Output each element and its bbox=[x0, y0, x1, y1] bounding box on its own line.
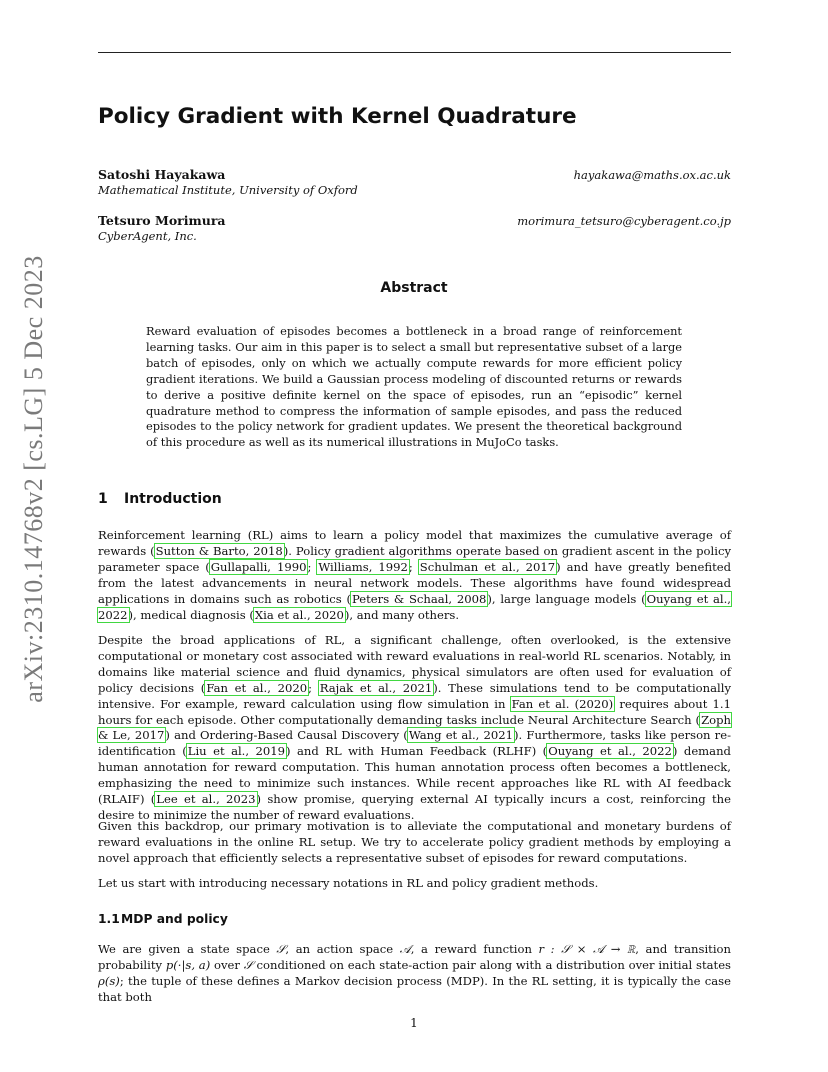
text: ; bbox=[308, 680, 319, 695]
text: ; bbox=[307, 559, 318, 574]
text: over bbox=[210, 957, 244, 972]
text: ) and have greatly benefited from the latest advancements in neural network models. These algorithms have found widespread applications in domains such as robotics ( bbox=[98, 559, 732, 606]
text: ), and many others. bbox=[344, 607, 460, 622]
citation-link[interactable]: Lee et al., 2023 bbox=[156, 792, 256, 807]
paragraph-3: Given this backdrop, our primary motivation is to alleviate the computational and monetary burdens of reward evaluations in the online RL setup. We try to accelerate policy gradient methods by employing a novel approach that efficiently selects a representative subset of episodes for reward computations. bbox=[98, 819, 731, 865]
text: ) and Ordering-Based Causal Discovery ( bbox=[165, 728, 408, 743]
header-rule bbox=[98, 52, 731, 53]
text: ), large language models ( bbox=[487, 591, 646, 606]
citation-link[interactable]: Liu et al., 2019 bbox=[187, 744, 286, 759]
arxiv-side-stamp bbox=[0, 0, 56, 1072]
math-expression: p(·|s, a) bbox=[165, 957, 211, 972]
text: conditioned on each state-action pair along with a distribution over initial states bbox=[252, 957, 732, 972]
math-expression: r : 𝒮 × 𝒜 → ℝ bbox=[538, 942, 636, 956]
citation-link[interactable]: Ouyang et al., 2022 bbox=[98, 591, 731, 622]
subsection-heading-mdp bbox=[98, 912, 228, 926]
citation-link[interactable]: Ouyang et al., 2022 bbox=[548, 744, 672, 759]
citation-link[interactable]: Zoph & Le, 2017 bbox=[98, 712, 731, 743]
author-2-email: morimura_tetsuro@cyberagent.co.jp bbox=[517, 214, 731, 228]
text: We are given a state space bbox=[98, 942, 277, 956]
math-expression: 𝒮 bbox=[243, 957, 253, 972]
text: ) demand human annotation for reward computation. This human annotation process often becomes a bottleneck, emphasizing the need to minimize such instances. While recent approaches like RL with AI feedback (RLAIF) ( bbox=[98, 744, 731, 807]
text: , and transition probability bbox=[98, 942, 731, 972]
text: ). These simulations tend to be computationally intensive. For example, reward calculation using flow simulation in bbox=[98, 680, 731, 711]
author-2-name: Tetsuro Morimura bbox=[98, 213, 226, 228]
section-title: Introduction bbox=[124, 491, 222, 507]
author-2-affiliation: CyberAgent, Inc. bbox=[98, 229, 197, 243]
citation-link[interactable]: Schulman et al., 2017 bbox=[419, 559, 556, 574]
text: ). Furthermore, tasks like person re-identification ( bbox=[98, 728, 732, 759]
text: Despite the broad applications of RL, a significant challenge, often overlooked, is the extensive computational or monetary cost associated with reward evaluations in real-world RL scenarios. Notably, in domains like material science and fluid dynamics, physical simulators are often used for evaluation of policy decisions ( bbox=[98, 633, 731, 695]
citation-link[interactable]: Williams, 1992 bbox=[318, 559, 408, 574]
abstract-heading: Abstract bbox=[380, 280, 448, 296]
citation-link[interactable]: Fan et al., 2020 bbox=[206, 680, 308, 695]
section-heading-introduction bbox=[98, 491, 222, 507]
author-1-email: hayakawa@maths.ox.ac.uk bbox=[573, 168, 731, 182]
citation-link[interactable]: Rajak et al., 2021 bbox=[319, 680, 433, 695]
author-1-affiliation: Mathematical Institute, University of Oxford bbox=[98, 183, 358, 197]
citation-link[interactable]: Sutton & Barto, 2018 bbox=[155, 543, 283, 558]
subsection-number: 1.1 bbox=[98, 912, 120, 926]
text: ; the tuple of these defines a Markov decision process (MDP). In the RL setting, it is typically the case that both bbox=[98, 973, 731, 1004]
arxiv-stamp-text: arXiv:2310.14768v2 [cs.LG] 5 Dec 2023 bbox=[19, 255, 48, 703]
math-expression: 𝒜 bbox=[399, 942, 411, 956]
paragraph-2 bbox=[98, 633, 731, 824]
paragraph-5 bbox=[98, 942, 731, 1006]
subsection-title: MDP and policy bbox=[121, 912, 228, 926]
abstract-text: Reward evaluation of episodes becomes a bottleneck in a broad range of reinforcement learning tasks. Our aim in this paper is to select a small but representative subset of a large batch of episodes, only on which we actually compute rewards for more efficient policy gradient iterations. We build a Gaussian process modeling of discounted returns or rewards to derive a positive definite kernel on the space of episodes, run an “episodic” kernel quadrature method to compress the information of sample episodes, and pass the reduced episodes to the policy network for gradient updates. We present the theoretical background of this procedure as well as its numerical illustrations in MuJoCo tasks. bbox=[146, 324, 682, 450]
paragraph-1 bbox=[98, 528, 731, 623]
text: ; bbox=[408, 559, 419, 574]
text: ), medical diagnosis ( bbox=[128, 607, 254, 622]
paragraph-4: Let us start with introducing necessary notations in RL and policy gradient methods. bbox=[98, 876, 599, 890]
page-number: 1 bbox=[410, 1016, 418, 1030]
text: requires about 1.1 hours for each episode. Other computationally demanding tasks include Neural Architecture Search ( bbox=[98, 696, 731, 727]
text: ) and RL with Human Feedback (RLHF) ( bbox=[286, 744, 548, 759]
author-1-name: Satoshi Hayakawa bbox=[98, 167, 226, 182]
citation-link[interactable]: Peters & Schaal, 2008 bbox=[351, 591, 487, 606]
text: , a reward function bbox=[410, 942, 539, 956]
citation-link[interactable]: Gullapalli, 1990 bbox=[210, 559, 307, 574]
citation-link[interactable]: Fan et al. (2020) bbox=[511, 696, 614, 711]
text: ). Policy gradient algorithms operate based on gradient ascent in the policy parameter space ( bbox=[98, 543, 731, 574]
citation-link[interactable]: Wang et al., 2021 bbox=[408, 728, 514, 743]
math-expression: ρ(s) bbox=[98, 973, 120, 988]
math-expression: 𝒮 bbox=[276, 942, 286, 956]
section-number: 1 bbox=[98, 491, 108, 507]
citation-link[interactable]: Xia et al., 2020 bbox=[254, 607, 344, 622]
paper-title: Policy Gradient with Kernel Quadrature bbox=[98, 104, 577, 129]
text: Reinforcement learning (RL) aims to learn a policy model that maximizes the cumulative average of rewards ( bbox=[98, 528, 731, 558]
text: , an action space bbox=[285, 942, 400, 956]
text: ) show promise, querying external AI typically incurs a cost, reinforcing the desire to minimize the number of reward evaluations. bbox=[98, 792, 731, 822]
